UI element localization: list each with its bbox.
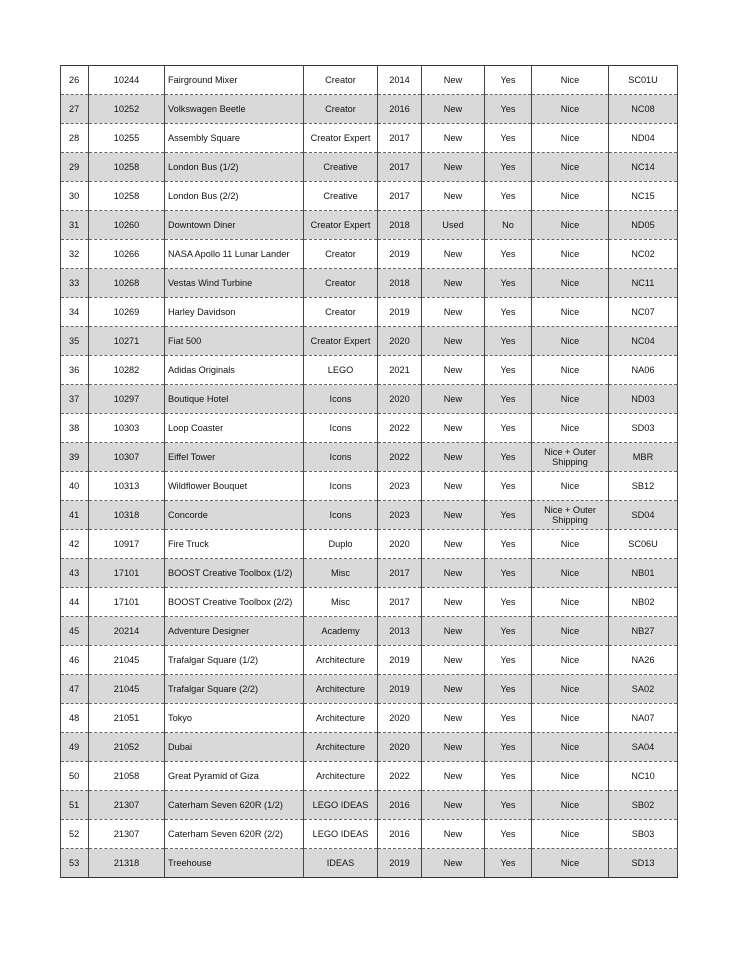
cell-year: 2019 [378,240,422,269]
cell-row-number: 34 [61,298,89,327]
cell-theme: Architecture [304,762,378,791]
cell-year: 2014 [378,66,422,95]
table-row [61,327,678,356]
cell-set-number: 17101 [89,588,165,617]
table-row [61,791,678,820]
cell-year: 2023 [378,472,422,501]
cell-set-number: 10307 [89,443,165,472]
table-row [61,530,678,559]
cell-row-number: 47 [61,675,89,704]
cell-year: 2017 [378,182,422,211]
cell-set-name: Adidas Originals [165,356,304,385]
table-row [61,385,678,414]
cell-box-condition: Nice [532,298,609,327]
cell-location-code: NA26 [609,646,678,675]
cell-theme: Creative [304,182,378,211]
cell-box-condition: Nice [532,472,609,501]
cell-set-number: 21045 [89,675,165,704]
inventory-table-body [61,66,678,878]
cell-set-number: 10255 [89,124,165,153]
cell-year: 2022 [378,762,422,791]
cell-condition: New [422,182,485,211]
cell-row-number: 50 [61,762,89,791]
cell-set-name: Treehouse [165,849,304,878]
cell-year: 2016 [378,95,422,124]
cell-box: Yes [485,501,532,530]
cell-set-number: 10252 [89,95,165,124]
cell-theme: LEGO IDEAS [304,820,378,849]
cell-location-code: SC06U [609,530,678,559]
table-row [61,472,678,501]
cell-location-code: MBR [609,443,678,472]
cell-set-name: Great Pyramid of Giza [165,762,304,791]
cell-set-number: 21318 [89,849,165,878]
cell-row-number: 53 [61,849,89,878]
cell-box-condition: Nice [532,675,609,704]
cell-box: Yes [485,588,532,617]
cell-theme: Creator Expert [304,211,378,240]
cell-theme: Architecture [304,733,378,762]
cell-box: Yes [485,704,532,733]
cell-box: No [485,211,532,240]
cell-theme: Creative [304,153,378,182]
cell-set-name: NASA Apollo 11 Lunar Lander [165,240,304,269]
cell-condition: New [422,704,485,733]
cell-condition: New [422,414,485,443]
cell-location-code: ND05 [609,211,678,240]
cell-condition: New [422,849,485,878]
cell-box: Yes [485,385,532,414]
cell-year: 2017 [378,124,422,153]
cell-row-number: 52 [61,820,89,849]
cell-theme: Icons [304,472,378,501]
cell-row-number: 31 [61,211,89,240]
cell-row-number: 29 [61,153,89,182]
table-row [61,849,678,878]
cell-set-name: Adventure Designer [165,617,304,646]
cell-location-code: NC15 [609,182,678,211]
cell-year: 2016 [378,791,422,820]
cell-row-number: 41 [61,501,89,530]
cell-box-condition: Nice [532,791,609,820]
cell-row-number: 43 [61,559,89,588]
cell-box: Yes [485,443,532,472]
cell-condition: Used [422,211,485,240]
cell-year: 2020 [378,327,422,356]
cell-year: 2017 [378,153,422,182]
cell-location-code: SD04 [609,501,678,530]
cell-condition: New [422,385,485,414]
cell-condition: New [422,646,485,675]
cell-location-code: NB01 [609,559,678,588]
table-row [61,588,678,617]
cell-condition: New [422,95,485,124]
cell-theme: Creator Expert [304,327,378,356]
cell-box-condition: Nice + Outer Shipping [532,443,609,472]
cell-set-number: 10258 [89,182,165,211]
cell-year: 2013 [378,617,422,646]
cell-year: 2020 [378,385,422,414]
cell-set-name: BOOST Creative Toolbox (1/2) [165,559,304,588]
cell-set-name: Boutique Hotel [165,385,304,414]
cell-row-number: 40 [61,472,89,501]
table-row [61,124,678,153]
cell-location-code: SB12 [609,472,678,501]
cell-box: Yes [485,762,532,791]
cell-set-name: Fiat 500 [165,327,304,356]
cell-location-code: NB02 [609,588,678,617]
cell-box-condition: Nice [532,211,609,240]
cell-box-condition: Nice [532,849,609,878]
cell-row-number: 42 [61,530,89,559]
cell-condition: New [422,327,485,356]
cell-box: Yes [485,646,532,675]
cell-box: Yes [485,95,532,124]
cell-year: 2019 [378,646,422,675]
cell-location-code: NA06 [609,356,678,385]
cell-row-number: 46 [61,646,89,675]
cell-box-condition: Nice [532,153,609,182]
cell-theme: Creator [304,66,378,95]
cell-set-name: Assembly Square [165,124,304,153]
cell-box: Yes [485,269,532,298]
cell-set-name: London Bus (1/2) [165,153,304,182]
table-row [61,153,678,182]
cell-set-name: Downtown Diner [165,211,304,240]
cell-box-condition: Nice [532,182,609,211]
cell-year: 2018 [378,211,422,240]
cell-set-number: 10318 [89,501,165,530]
cell-theme: Creator [304,298,378,327]
cell-location-code: NC14 [609,153,678,182]
cell-box-condition: Nice [532,530,609,559]
cell-set-name: Loop Coaster [165,414,304,443]
cell-theme: Creator Expert [304,124,378,153]
cell-year: 2023 [378,501,422,530]
table-row [61,414,678,443]
cell-theme: Architecture [304,704,378,733]
cell-set-number: 10258 [89,153,165,182]
table-row [61,675,678,704]
cell-set-name: Trafalgar Square (1/2) [165,646,304,675]
cell-condition: New [422,791,485,820]
cell-box: Yes [485,530,532,559]
cell-condition: New [422,153,485,182]
cell-location-code: NC07 [609,298,678,327]
cell-location-code: SD03 [609,414,678,443]
cell-set-number: 20214 [89,617,165,646]
cell-year: 2020 [378,530,422,559]
cell-row-number: 38 [61,414,89,443]
cell-box-condition: Nice [532,704,609,733]
cell-theme: LEGO IDEAS [304,791,378,820]
cell-set-number: 21051 [89,704,165,733]
cell-box-condition: Nice + Outer Shipping [532,501,609,530]
cell-row-number: 26 [61,66,89,95]
table-row [61,646,678,675]
cell-box: Yes [485,356,532,385]
cell-location-code: SA04 [609,733,678,762]
cell-year: 2017 [378,559,422,588]
cell-box: Yes [485,472,532,501]
cell-box-condition: Nice [532,95,609,124]
cell-box-condition: Nice [532,66,609,95]
cell-location-code: NC11 [609,269,678,298]
cell-box-condition: Nice [532,385,609,414]
cell-condition: New [422,530,485,559]
cell-box: Yes [485,66,532,95]
cell-location-code: NC08 [609,95,678,124]
cell-location-code: NC10 [609,762,678,791]
table-row [61,704,678,733]
cell-set-name: Harley Davidson [165,298,304,327]
cell-set-number: 10303 [89,414,165,443]
table-row [61,95,678,124]
cell-condition: New [422,66,485,95]
cell-location-code: SB03 [609,820,678,849]
cell-set-number: 10917 [89,530,165,559]
cell-condition: New [422,617,485,646]
cell-theme: Architecture [304,675,378,704]
cell-set-number: 21058 [89,762,165,791]
cell-year: 2017 [378,588,422,617]
table-row [61,182,678,211]
cell-set-name: BOOST Creative Toolbox (2/2) [165,588,304,617]
cell-set-number: 21045 [89,646,165,675]
cell-box-condition: Nice [532,559,609,588]
cell-year: 2020 [378,704,422,733]
cell-row-number: 51 [61,791,89,820]
table-row [61,240,678,269]
cell-theme: Icons [304,385,378,414]
cell-location-code: SC01U [609,66,678,95]
cell-box-condition: Nice [532,588,609,617]
cell-box: Yes [485,791,532,820]
cell-location-code: NB27 [609,617,678,646]
cell-year: 2020 [378,733,422,762]
cell-condition: New [422,820,485,849]
table-row [61,820,678,849]
cell-condition: New [422,298,485,327]
cell-year: 2019 [378,298,422,327]
inventory-table [60,65,678,878]
cell-set-name: Fairground Mixer [165,66,304,95]
cell-set-number: 21052 [89,733,165,762]
cell-box: Yes [485,240,532,269]
cell-year: 2019 [378,675,422,704]
cell-set-name: Tokyo [165,704,304,733]
cell-row-number: 39 [61,443,89,472]
cell-row-number: 45 [61,617,89,646]
table-row [61,66,678,95]
cell-row-number: 36 [61,356,89,385]
cell-set-name: Trafalgar Square (2/2) [165,675,304,704]
table-row [61,733,678,762]
cell-box: Yes [485,617,532,646]
cell-set-name: Eiffel Tower [165,443,304,472]
cell-box-condition: Nice [532,646,609,675]
cell-theme: Creator [304,95,378,124]
cell-condition: New [422,240,485,269]
cell-box-condition: Nice [532,820,609,849]
cell-location-code: ND04 [609,124,678,153]
table-row [61,559,678,588]
cell-set-number: 10266 [89,240,165,269]
cell-set-number: 10271 [89,327,165,356]
cell-theme: Duplo [304,530,378,559]
cell-set-name: Volkswagen Beetle [165,95,304,124]
cell-box: Yes [485,327,532,356]
cell-box: Yes [485,820,532,849]
cell-set-number: 10260 [89,211,165,240]
cell-location-code: NA07 [609,704,678,733]
cell-box: Yes [485,849,532,878]
table-row [61,617,678,646]
cell-row-number: 28 [61,124,89,153]
cell-box: Yes [485,124,532,153]
table-row [61,762,678,791]
cell-condition: New [422,762,485,791]
cell-box-condition: Nice [532,124,609,153]
cell-condition: New [422,472,485,501]
cell-box-condition: Nice [532,617,609,646]
cell-year: 2016 [378,820,422,849]
cell-theme: Academy [304,617,378,646]
cell-theme: Creator [304,240,378,269]
cell-set-number: 10244 [89,66,165,95]
cell-theme: Misc [304,559,378,588]
cell-theme: Architecture [304,646,378,675]
cell-row-number: 27 [61,95,89,124]
cell-theme: Icons [304,443,378,472]
cell-box: Yes [485,733,532,762]
cell-theme: Creator [304,269,378,298]
cell-row-number: 30 [61,182,89,211]
cell-box-condition: Nice [532,269,609,298]
cell-year: 2018 [378,269,422,298]
cell-box-condition: Nice [532,762,609,791]
cell-condition: New [422,124,485,153]
cell-set-name: Concorde [165,501,304,530]
cell-set-name: Wildflower Bouquet [165,472,304,501]
cell-condition: New [422,675,485,704]
cell-theme: Icons [304,501,378,530]
cell-box-condition: Nice [532,356,609,385]
cell-set-number: 17101 [89,559,165,588]
cell-set-name: London Bus (2/2) [165,182,304,211]
cell-box-condition: Nice [532,733,609,762]
cell-condition: New [422,269,485,298]
cell-set-name: Caterham Seven 620R (2/2) [165,820,304,849]
cell-condition: New [422,356,485,385]
cell-row-number: 33 [61,269,89,298]
cell-box-condition: Nice [532,414,609,443]
cell-location-code: NC04 [609,327,678,356]
cell-box: Yes [485,414,532,443]
cell-row-number: 35 [61,327,89,356]
cell-row-number: 49 [61,733,89,762]
cell-box: Yes [485,182,532,211]
cell-set-number: 10297 [89,385,165,414]
cell-set-name: Caterham Seven 620R (1/2) [165,791,304,820]
cell-year: 2022 [378,414,422,443]
cell-set-name: Fire Truck [165,530,304,559]
cell-condition: New [422,501,485,530]
table-row [61,443,678,472]
table-row [61,298,678,327]
cell-set-number: 21307 [89,820,165,849]
cell-location-code: SB02 [609,791,678,820]
cell-set-number: 21307 [89,791,165,820]
cell-row-number: 37 [61,385,89,414]
cell-box: Yes [485,153,532,182]
cell-theme: IDEAS [304,849,378,878]
cell-location-code: SD13 [609,849,678,878]
cell-theme: LEGO [304,356,378,385]
cell-theme: Misc [304,588,378,617]
cell-year: 2022 [378,443,422,472]
cell-set-number: 10269 [89,298,165,327]
cell-set-name: Dubai [165,733,304,762]
cell-location-code: NC02 [609,240,678,269]
table-row [61,211,678,240]
cell-year: 2019 [378,849,422,878]
cell-box: Yes [485,675,532,704]
cell-condition: New [422,733,485,762]
cell-box: Yes [485,298,532,327]
cell-row-number: 44 [61,588,89,617]
cell-set-number: 10268 [89,269,165,298]
cell-condition: New [422,559,485,588]
table-row [61,269,678,298]
cell-location-code: SA02 [609,675,678,704]
cell-box: Yes [485,559,532,588]
cell-set-number: 10282 [89,356,165,385]
cell-row-number: 48 [61,704,89,733]
cell-location-code: ND03 [609,385,678,414]
cell-set-number: 10313 [89,472,165,501]
cell-year: 2021 [378,356,422,385]
cell-set-name: Vestas Wind Turbine [165,269,304,298]
cell-row-number: 32 [61,240,89,269]
table-row [61,501,678,530]
cell-condition: New [422,443,485,472]
cell-box-condition: Nice [532,240,609,269]
cell-box-condition: Nice [532,327,609,356]
cell-condition: New [422,588,485,617]
cell-theme: Icons [304,414,378,443]
table-row [61,356,678,385]
